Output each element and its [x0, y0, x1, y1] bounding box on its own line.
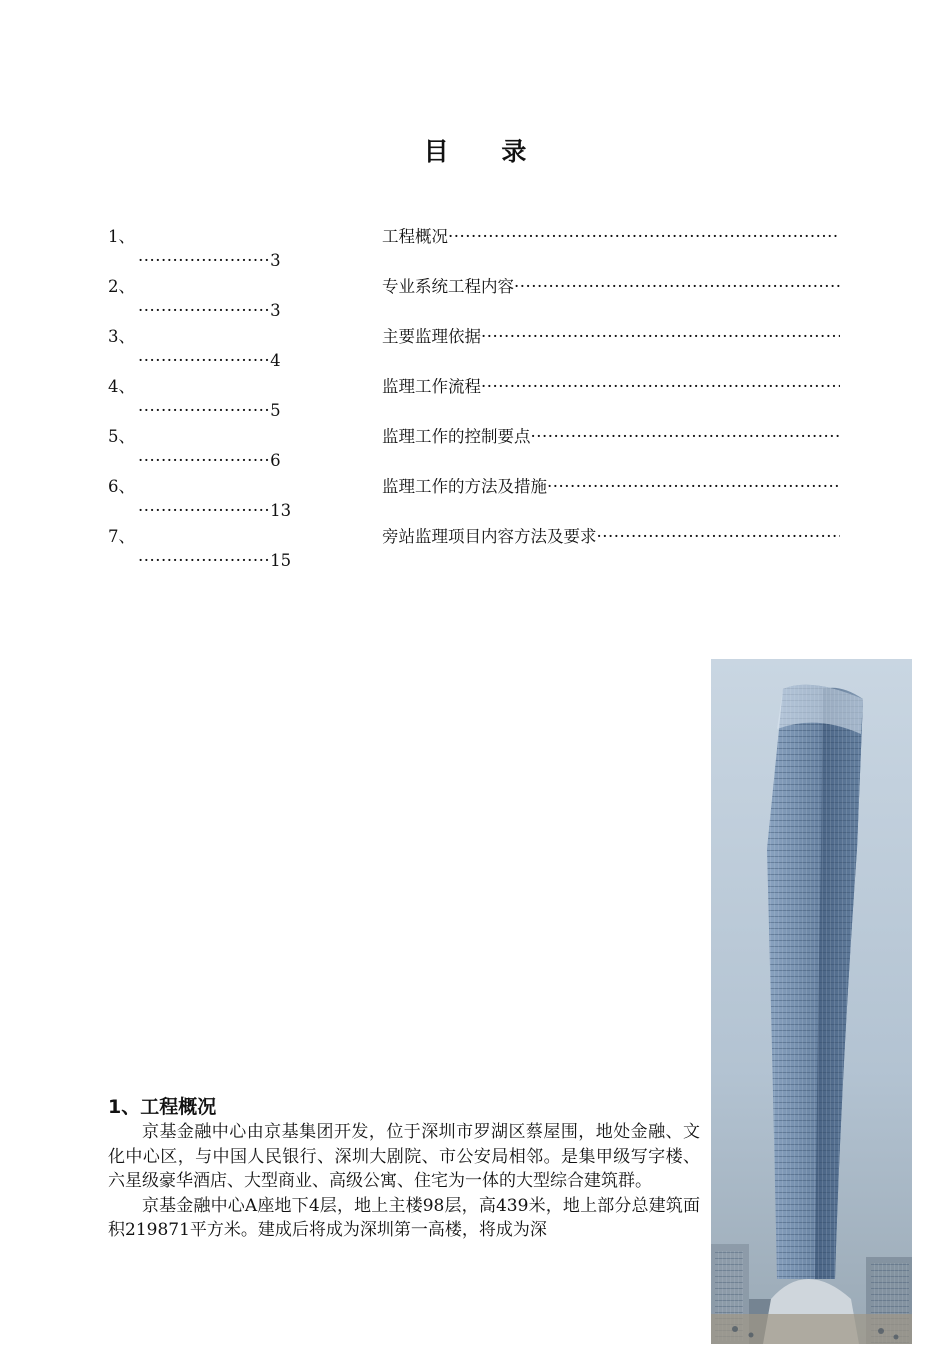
section-heading: 1、工程概况	[108, 1096, 217, 1118]
toc-entry-title: 旁站监理项目内容方法及要求 ·····	[382, 526, 840, 548]
toc-entry[interactable]	[108, 526, 843, 576]
toc-entry-title: 监理工作流程 ·····	[382, 376, 840, 398]
toc-entry-number: 2、	[108, 277, 135, 296]
toc-entry-number: 5、	[108, 427, 135, 446]
section-body	[108, 1120, 700, 1243]
toc-entry[interactable]	[108, 476, 843, 526]
toc-entry[interactable]	[108, 376, 843, 426]
table-of-contents	[108, 226, 843, 576]
toc-entry-number: 3、	[108, 327, 135, 346]
toc-page-line	[138, 550, 291, 572]
toc-leader-dots: ·······················	[138, 301, 271, 320]
toc-entry-number: 1、	[108, 227, 135, 246]
toc-entry-page: 5	[270, 401, 281, 420]
paragraph: 京基金融中心A座地下4层，地上主楼98层，高439米，地上部分总建筑面积219871平方米。建成后将成为深圳第一高楼，将成为深	[108, 1195, 700, 1240]
toc-page-line	[138, 300, 281, 322]
toc-entry-page: 3	[270, 251, 281, 270]
toc-entry-title: 监理工作的控制要点 ·····	[382, 426, 840, 448]
toc-entry-number: 6、	[108, 477, 135, 496]
paragraph: 京基金融中心由京基集团开发，位于深圳市罗湖区蔡屋围，地处金融、文化中心区，与中国人民银行、深圳大剧院、市公安局相邻。是集甲级写字楼、六星级豪华酒店、大型商业、高级公寓、住宅为一体的大型综合建筑群。	[108, 1122, 700, 1191]
toc-entry-number: 4、	[108, 377, 135, 396]
toc-leader-dots: ·······················	[138, 501, 271, 520]
toc-entry[interactable]	[108, 276, 843, 326]
toc-leader-dots: ·······················	[138, 401, 271, 420]
toc-entry-title: 主要监理依据 ·····	[382, 326, 840, 348]
toc-entry-number: 7、	[108, 527, 135, 546]
toc-entry-title: 专业系统工程内容 ·····	[382, 276, 840, 298]
toc-page-line	[138, 250, 281, 272]
toc-entry-page: 3	[270, 301, 281, 320]
toc-entry-page: 15	[270, 551, 292, 570]
toc-leader-dots: ·······················	[138, 551, 271, 570]
toc-entry-title: 工程概况 ·····	[382, 226, 840, 248]
toc-leader-dots: ·······················	[138, 251, 271, 270]
toc-entry[interactable]	[108, 426, 843, 476]
toc-entry-title: 监理工作的方法及措施 ·····	[382, 476, 840, 498]
toc-page-line	[138, 450, 281, 472]
toc-page-line	[138, 400, 281, 422]
toc-entry[interactable]	[108, 226, 843, 276]
skyscraper-image	[711, 659, 912, 1344]
toc-entry-page: 13	[270, 501, 292, 520]
toc-entry-page: 6	[270, 451, 281, 470]
toc-leader-dots: ·······················	[138, 451, 271, 470]
toc-page-line	[138, 500, 291, 522]
toc-page-line	[138, 350, 281, 372]
toc-entry[interactable]	[108, 326, 843, 376]
toc-title: 目 录	[423, 137, 549, 166]
toc-leader-dots: ·······················	[138, 351, 271, 370]
toc-entry-page: 4	[270, 351, 281, 370]
